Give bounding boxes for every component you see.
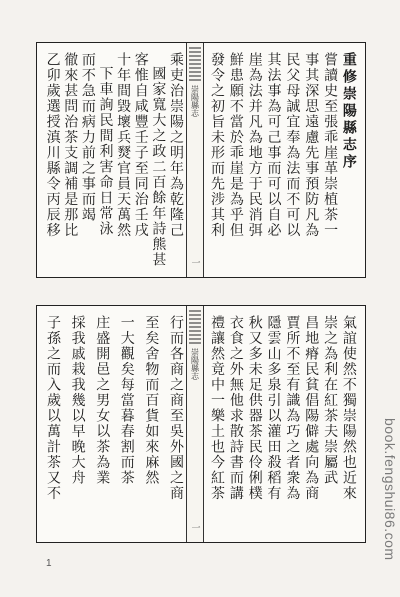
- text-column: 隱雲山多泉引以灌田殺稻有: [265, 315, 282, 501]
- text-column: 鮮患願不當於乖崖是為乎但: [227, 52, 244, 238]
- text-column: 乙卯歲選授滇川縣令丙辰移: [44, 52, 61, 238]
- text-column: 庄盛開邑之男女以茶為業: [94, 315, 111, 486]
- text-column: 昌地瘠民貧倡陽僻處向為商: [303, 315, 320, 501]
- top-page: [36, 42, 366, 278]
- text-column: 徹來甚問治茶支調補是那比: [62, 52, 79, 238]
- text-column: 行而各商之商至吳外國之商: [167, 315, 184, 501]
- text-column: 其法事為可己事而可以自必: [265, 52, 282, 238]
- top-right-columns: [208, 52, 358, 268]
- preface-title: 重修崇陽縣志序: [340, 52, 357, 171]
- text-column: 崖為法并凡為地方于民消弭: [246, 52, 263, 238]
- bottom-left-half: [40, 309, 189, 539]
- top-right-half: [202, 46, 362, 274]
- bottom-right-columns: [208, 315, 358, 533]
- scan-page-mark: 1: [46, 558, 52, 569]
- gutter-page-number: 一: [189, 258, 200, 267]
- fish-tail-mark: [189, 47, 201, 81]
- text-column: 下車詢民間利害命日常泳: [97, 66, 114, 237]
- text-column: 而不急而病力前之事而竭: [79, 52, 96, 223]
- text-column: 客惟自咸豐壬子至同治壬戌: [132, 52, 149, 238]
- text-column: 採我戚栽我幾以早晚大舟: [69, 315, 86, 486]
- text-column: 崇之為利在紅茶夫崇屬武: [322, 315, 339, 486]
- text-column: 十年間毀壞兵燹官員天萬然: [115, 52, 132, 238]
- text-column: 嘗讀史至張乖崖革崇植茶一: [322, 52, 339, 238]
- text-column: 發令之初旨未形而先涉其利: [209, 52, 225, 238]
- top-left-columns: [44, 52, 185, 268]
- text-column: 賈所不至有識為巧之者衆為: [284, 315, 301, 501]
- top-left-half: [40, 46, 189, 274]
- gutter-label: 崇陽縣志: [190, 85, 200, 117]
- text-column: 國家寬大之政二百餘年詩熊甚: [150, 66, 167, 268]
- text-column: 衣食之外無他求散詩書而講: [227, 315, 244, 501]
- text-column: 子孫之而入歲以萬計茶又不: [45, 315, 61, 501]
- bottom-left-columns: [44, 315, 185, 533]
- site-watermark: book.fengshui86.com: [382, 418, 398, 561]
- text-column: 至矣舍物而百貨如來麻然: [143, 315, 160, 486]
- text-column: 氣誼使然不獨崇陽然也近來: [340, 315, 357, 501]
- bottom-page: [36, 305, 366, 543]
- bottom-right-half: [202, 309, 362, 539]
- text-column: 一大觀矣每當暮春割而茶: [118, 315, 135, 486]
- text-column: 民父母誠宜奉為法而不可以: [284, 52, 301, 238]
- gutter-page-number: 一: [189, 523, 200, 532]
- text-column: 秋又多未足供器茶民伶俐樸: [246, 315, 263, 501]
- gutter-label: 崇陽縣志: [190, 348, 200, 380]
- text-column: 禮讓然竟中一樂土也今紅茶: [209, 315, 225, 501]
- text-column: 乘吏治崇陽之明年為乾隆己: [168, 52, 184, 238]
- fish-tail-mark: [189, 310, 201, 344]
- text-column: 事其深思遠慮先事預防凡為: [303, 52, 320, 238]
